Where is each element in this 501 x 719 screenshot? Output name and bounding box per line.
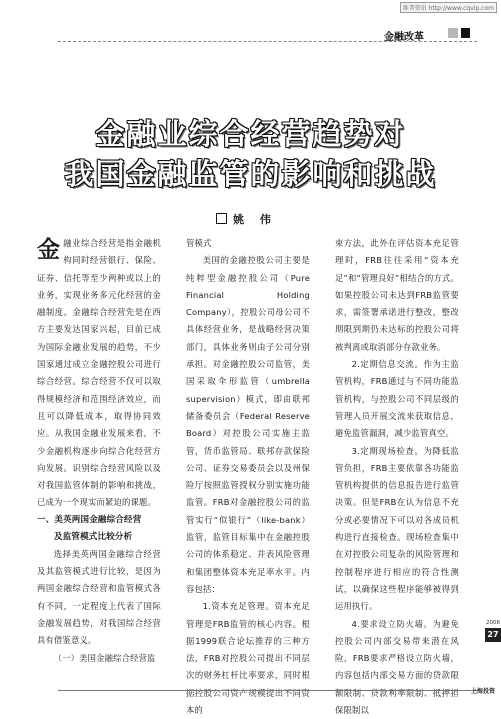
column-2 [186,235,310,719]
author-name: 姚 伟 [233,213,277,226]
intro-paragraph [37,235,161,512]
body-paragraph: 2.定期信息交流。作为主监管机构，FRB通过与不同功能监管机构，与控股公司不同层级的管理人员开展交流来获取信息，避免监管漏洞，减少监管真空。 [335,359,459,439]
section-label: 金融改革 [384,32,424,43]
body-paragraph: 1.资本充足管理。资本充足管理是FRB监管的核心内容。根据1999联合论坛推荐的三种方法，FRB对控股公司提出不同层次的财务杠杆比率要求，同时根据控股公司资产规模提出不同资本的 [186,601,310,716]
body-paragraph: 3.定期现场检查。为降低监管负担，FRB主要依靠各功能监管机构提供的信息报告进行监管决策。但是FRB在认为信息不充分或必要情况下可以对各成员机构进行直接检查。现场检查集中在对控股公司复杂的风险管理和控制程序进行相应的符合性测试，以确保这些程序能够被得到运用执行。 [335,445,459,612]
square-box-icon [216,213,227,224]
section-heading-1-line2: 及监管模式比较分析 [54,531,133,542]
watermark: 维普资讯 http://www.cqvip.com [400,2,497,13]
body-paragraph: 美国的金融控股公司主要是纯粹型金融控股公司（Pure Financial Holding Company），控股公司母公司不具体经营业务，是战略经营决策部门，具体业务则由子公司分别承担。对金融控股公司监管，美国采取伞形监管（umbrella supervision）模式，即由联邦储备委员会（Federal Reserve Board）对控股公司实施主监管，货币监管局、联邦存款保险公司、证券交易委员会以及州保险厅按照监管授权分别实施功能监管。FRB对金融控股公司的监管实行“似银行”（like-bank）监管，监管目标集中在金融控股公司的体系稳定、并表风险管理和集团整体资本充足率水平。内容包括： [186,255,310,594]
body-paragraph: 选择美英两国金融综合经营及其监管模式进行比较，是因为两国金融综合经营和监管模式各有不同，一定程度上代表了国际金融发展趋势，对我国综合经营具有借鉴意义。 [37,548,161,646]
page-side-tab [485,620,501,642]
column-3 [335,235,459,719]
subsection-heading-cont: 管模式 [186,238,212,248]
page-number: 27 [485,628,501,642]
author [216,211,277,227]
black-block-icon [461,28,470,38]
footer-rule [58,690,478,691]
body-paragraph: 4.要求设立防火墙。为避免控股公司内部交易带来潜在风险，FRB要求严格设立防火墙，内容包括内部交易方面的贷款限额限制、贷款利率限制、抵押担保限制以 [335,618,459,716]
article-title-line1: 金融业综合经营趋势对 [95,117,406,151]
issue-year: 2006 [486,620,500,626]
section-heading-1 [37,512,161,546]
magazine-name: 上海投资 [470,688,495,695]
dropcap: 金 [37,236,61,263]
body-paragraph: 束方法，此外在评估资本充足管理时，FRB往往采用“资本充足”和“管理良好”相结合的方式。如果控股公司未达到FRB监管要求，需签署承诺进行整改，整改期限到期仍未达标的控股公司将被判离或取消部分存款业务。 [335,238,459,352]
header-rule [58,41,477,42]
article-title-line2: 我国金融监管的影响和挑战 [64,157,437,191]
column-1 [37,235,161,667]
gray-block-icon [448,28,458,38]
section-heading-1-line1: 一、美英两国金融综合经营 [37,514,142,525]
subsection-heading: （一）美国金融综合经营监 [53,652,156,663]
intro-text: 融业综合经营是指金融机构同时经营银行、保险、证券、信托等至少两种或以上的业务，实现业务多元化经营的金融制度。金融综合经营先是在西方主要发达国家兴起，目前已成为国际金融业发展的趋势，不少国家通过成立金融控股公司进行综合经营。综合经营不仅可以取得规模经济和范围经济效应，而且可以降低成本，取得协同效应。从我国金融业发展来看，不少金融机构逐步向综合化经营方向发展。识别综合经营风险以及对我国监管体制的影响和挑战，已成为一个现实而紧迫的课题。 [37,238,161,508]
header-marks [448,28,470,38]
